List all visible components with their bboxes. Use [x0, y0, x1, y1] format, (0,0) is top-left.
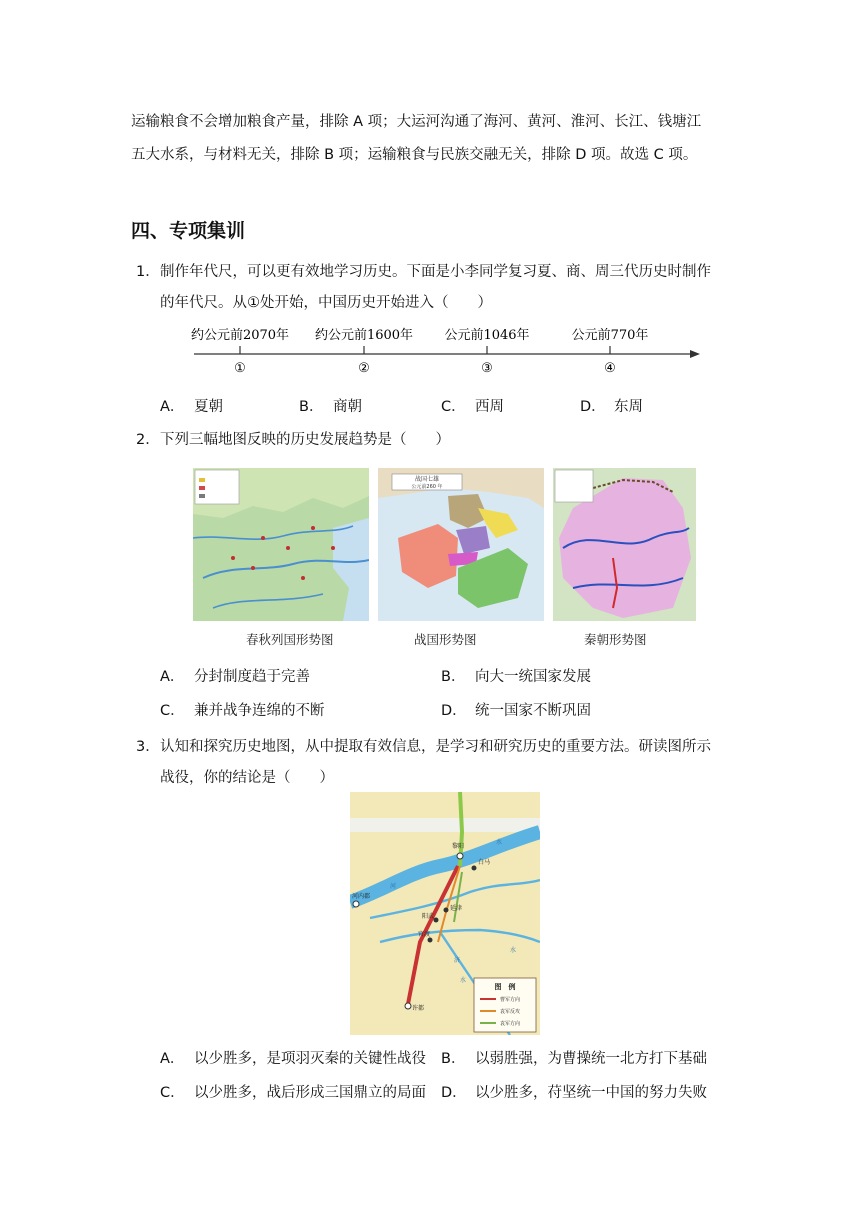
q3-number: 3． [136, 739, 160, 755]
option-text: 兼并战争连绵的不断 [194, 703, 325, 719]
option-letter: D． [580, 399, 606, 415]
timeline-figure [190, 322, 710, 376]
guandu-battle-map [350, 792, 540, 1035]
q1-number: 1． [136, 264, 160, 280]
q2-option-b[interactable] [441, 665, 591, 686]
option-text: 以少胜多，战后形成三国鼎立的局面 [194, 1085, 426, 1101]
option-letter: C． [160, 1085, 185, 1101]
map-city-label: 官渡 [418, 931, 431, 938]
option-letter: A． [160, 669, 185, 685]
map-city-label: 阳武 [422, 913, 435, 920]
map-river-label: 济 [454, 957, 461, 964]
q1-option-b[interactable] [299, 395, 362, 416]
map-caption: 战国形势图 [414, 632, 477, 647]
intro-line-1: 运输粮食不会增加粮食产量，排除 A 项；大运河沟通了海河、黄河、淮河、长江、钱塘江 [131, 114, 702, 130]
section-title: 四、专项集训 [131, 220, 246, 242]
q2-number: 2． [136, 432, 160, 448]
map-city-label: 河内郡 [352, 893, 371, 900]
option-text: 以少胜多，苻坚统一中国的努力失败 [475, 1085, 707, 1101]
map2-subtitle: 公元前260 年 [411, 484, 443, 490]
q1-line-1: 制作年代尺，可以更有效地学习历史。下面是小李同学复习夏、商、周三代历史时制作 [160, 264, 711, 280]
q3-option-d[interactable] [441, 1081, 707, 1102]
option-letter: B． [441, 669, 466, 685]
option-letter: C． [441, 399, 466, 415]
option-text: 向大一统国家发展 [475, 669, 591, 685]
timeline-marker: ① [234, 361, 246, 376]
map-city-label: 延津 [450, 905, 463, 912]
timeline-label: 公元前770年 [571, 328, 649, 343]
option-letter: D． [441, 1085, 467, 1101]
timeline-label: 约公元前2070年 [190, 328, 290, 343]
q2-option-a[interactable] [160, 665, 310, 686]
warring-states-map [378, 468, 544, 621]
q2-option-d[interactable] [441, 699, 591, 720]
option-text: 西周 [475, 399, 504, 415]
map-city-label: 许都 [412, 1005, 425, 1012]
legend-item: 袁军方向 [500, 1021, 521, 1027]
map-river-label: 水 [510, 947, 517, 954]
option-letter: A． [160, 1051, 185, 1067]
legend-title: 图 例 [494, 983, 516, 991]
map-river-label: 河 [390, 883, 397, 890]
q3-option-c[interactable] [160, 1081, 426, 1102]
option-text: 夏朝 [194, 399, 223, 415]
timeline-marker: ③ [481, 361, 493, 376]
map-caption: 春秋列国形势图 [246, 632, 334, 647]
option-text: 分封制度趋于完善 [194, 669, 310, 685]
option-letter: C． [160, 703, 185, 719]
q1-line-2: 的年代尺。从①处开始，中国历史开始进入（ ） [160, 295, 492, 311]
map2-title: 战国七雄 [414, 476, 440, 483]
option-letter: A． [160, 399, 185, 415]
option-letter: B． [441, 1051, 466, 1067]
map-river-label: 水 [496, 839, 503, 846]
option-letter: D． [441, 703, 467, 719]
q1-option-d[interactable] [580, 395, 643, 416]
qin-dynasty-map [553, 468, 696, 621]
option-letter: B． [299, 399, 324, 415]
q1-option-a[interactable] [160, 395, 223, 416]
q3-line-1: 认知和探究历史地图，从中提取有效信息，是学习和研究历史的重要方法。研读图所示 [160, 739, 711, 755]
legend-item: 曹军方向 [500, 997, 521, 1003]
option-text: 以弱胜强，为曹操统一北方打下基础 [475, 1051, 707, 1067]
legend-item: 袁军反攻 [500, 1009, 521, 1015]
intro-line-2: 五大水系，与材料无关，排除 B 项；运输粮食与民族交融无关，排除 D 项。故选 C 项。 [131, 147, 698, 163]
timeline-arrow-icon [690, 350, 700, 358]
q2-line-1: 下列三幅地图反映的历史发展趋势是（ ） [160, 432, 450, 448]
map-river-label: 水 [460, 977, 467, 984]
option-text: 东周 [614, 399, 643, 415]
map-city-label: 黎阳 [452, 843, 465, 850]
map-caption: 秦朝形势图 [584, 632, 647, 647]
option-text: 商朝 [333, 399, 362, 415]
q3-line-2: 战役，你的结论是（ ） [160, 770, 334, 786]
q3-option-b[interactable] [441, 1047, 707, 1068]
option-text: 以少胜多，是项羽灭秦的关键性战役 [194, 1051, 426, 1067]
spring-autumn-map [193, 468, 369, 621]
option-text: 统一国家不断巩固 [475, 703, 591, 719]
q3-option-a[interactable] [160, 1047, 426, 1068]
timeline-marker: ② [358, 361, 370, 376]
q2-option-c[interactable] [160, 699, 325, 720]
timeline-label: 约公元前1600年 [314, 328, 414, 343]
q1-option-c[interactable] [441, 395, 504, 416]
map-city-label: 白马 [478, 859, 491, 866]
timeline-marker: ④ [604, 361, 616, 376]
timeline-label: 公元前1046年 [444, 328, 530, 343]
